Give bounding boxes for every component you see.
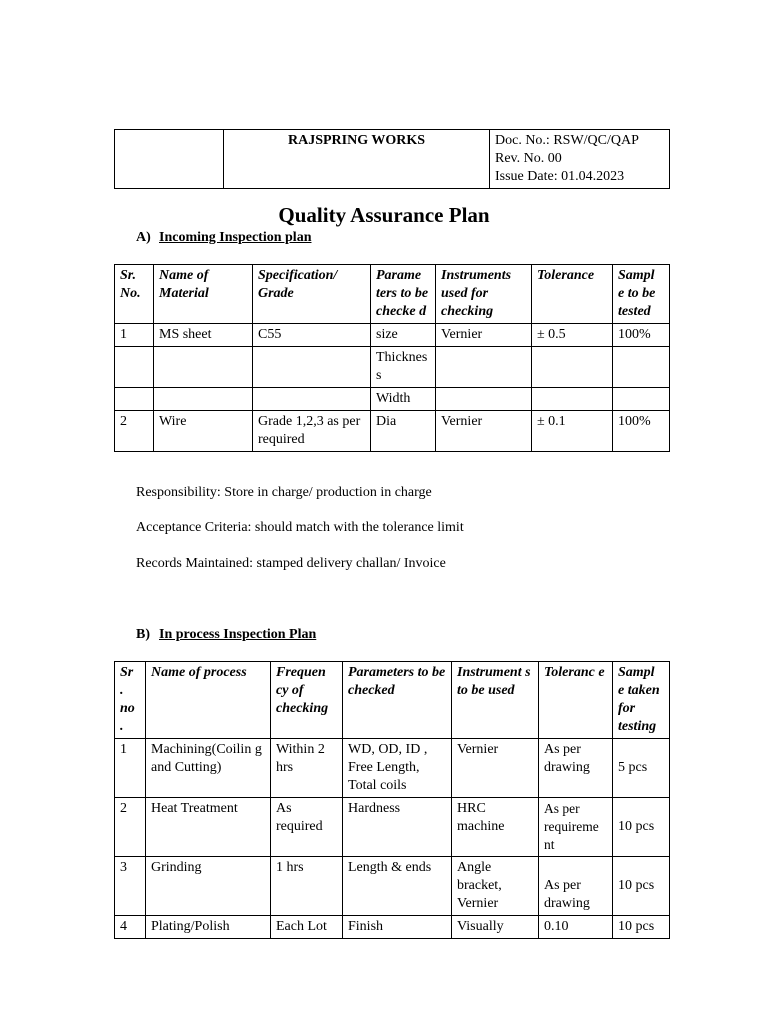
table-cell: Length & ends — [343, 857, 452, 916]
responsibility-note: Responsibility: Store in charge/ production in charge — [136, 485, 432, 500]
table-cell: 4 — [115, 916, 146, 939]
column-header: Instrument s to be used — [452, 662, 539, 739]
table-cell: ± 0.5 — [532, 324, 613, 347]
table-cell: 0.10 — [539, 916, 613, 939]
column-header: Frequen cy of checking — [271, 662, 343, 739]
column-header: Tolerance — [532, 265, 613, 324]
table-cell — [154, 347, 253, 388]
table-cell: Heat Treatment — [146, 798, 271, 857]
table-cell: Hardness — [343, 798, 452, 857]
table-row — [115, 857, 670, 916]
table-row — [115, 798, 670, 857]
table-row — [115, 347, 670, 388]
document-meta — [490, 130, 670, 189]
table-cell: 100% — [613, 324, 670, 347]
table-cell: Thicknes s — [371, 347, 436, 388]
table-cell — [436, 388, 532, 411]
section-a-number: A) — [136, 230, 151, 245]
table-cell — [115, 347, 154, 388]
in-process-inspection-table — [114, 661, 670, 939]
table-cell — [253, 388, 371, 411]
table-cell: Dia — [371, 411, 436, 452]
table-row — [115, 916, 670, 939]
table-cell: HRC machine — [452, 798, 539, 857]
table-cell — [154, 388, 253, 411]
table-cell: 10 pcs — [613, 798, 670, 857]
table-cell: Grade 1,2,3 as per required — [253, 411, 371, 452]
table-cell — [613, 388, 670, 411]
column-header: Sampl e to be tested — [613, 265, 670, 324]
page-title: Quality Assurance Plan — [278, 203, 490, 227]
document-header-table — [114, 129, 670, 189]
column-header: Sr . no . — [115, 662, 146, 739]
column-header: Name of Material — [154, 265, 253, 324]
table-cell: Plating/Polish — [146, 916, 271, 939]
table-cell: Wire — [154, 411, 253, 452]
company-name: RAJSPRING WORKS — [224, 130, 490, 189]
table-cell — [532, 388, 613, 411]
table-cell: As per requireme nt — [539, 798, 613, 857]
table-cell — [532, 347, 613, 388]
table-cell: As per drawing — [539, 857, 613, 916]
column-header: Specification/ Grade — [253, 265, 371, 324]
table-cell: Machining(Coilin g and Cutting) — [146, 739, 271, 798]
doc-number: Doc. No.: RSW/QC/QAP — [495, 133, 639, 148]
table-cell: WD, OD, ID , Free Length, Total coils — [343, 739, 452, 798]
table-cell: Angle bracket, Vernier — [452, 857, 539, 916]
column-header: Name of process — [146, 662, 271, 739]
column-header: Parame ters to be checke d — [371, 265, 436, 324]
table-cell: Each Lot — [271, 916, 343, 939]
table-cell — [253, 347, 371, 388]
section-a-heading — [136, 230, 311, 246]
table-row — [115, 388, 670, 411]
table-cell: ± 0.1 — [532, 411, 613, 452]
table-cell: Vernier — [436, 411, 532, 452]
table-header-row — [115, 662, 670, 739]
column-header: Instruments used for checking — [436, 265, 532, 324]
table-cell: Grinding — [146, 857, 271, 916]
column-header: Sr. No. — [115, 265, 154, 324]
table-cell: Width — [371, 388, 436, 411]
column-header: Sampl e taken for testing — [613, 662, 670, 739]
table-cell: Visually — [452, 916, 539, 939]
table-row — [115, 411, 670, 452]
column-header: Parameters to be checked — [343, 662, 452, 739]
section-b-number: B) — [136, 627, 150, 642]
table-cell: MS sheet — [154, 324, 253, 347]
table-header-row — [115, 265, 670, 324]
section-b-title: In process Inspection Plan — [159, 627, 317, 642]
table-cell: As per drawing — [539, 739, 613, 798]
table-cell: 1 — [115, 324, 154, 347]
table-cell: C55 — [253, 324, 371, 347]
table-cell: 3 — [115, 857, 146, 916]
table-row — [115, 324, 670, 347]
logo-cell — [115, 130, 224, 189]
incoming-inspection-table — [114, 264, 670, 452]
acceptance-criteria-note: Acceptance Criteria: should match with the tolerance limit — [136, 520, 464, 535]
table-cell: 2 — [115, 798, 146, 857]
table-cell: 1 hrs — [271, 857, 343, 916]
section-a-title: Incoming Inspection plan — [159, 230, 312, 245]
table-cell — [436, 347, 532, 388]
table-cell: Vernier — [436, 324, 532, 347]
section-b-heading — [136, 627, 316, 643]
table-cell: As required — [271, 798, 343, 857]
table-cell: 2 — [115, 411, 154, 452]
column-header: Toleranc e — [539, 662, 613, 739]
table-cell: 10 pcs — [613, 916, 670, 939]
table-cell: size — [371, 324, 436, 347]
table-cell: Within 2 hrs — [271, 739, 343, 798]
table-cell: 1 — [115, 739, 146, 798]
issue-date: Issue Date: 01.04.2023 — [495, 169, 625, 184]
table-cell: Finish — [343, 916, 452, 939]
records-maintained-note: Records Maintained: stamped delivery challan/ Invoice — [136, 556, 446, 571]
table-cell: 100% — [613, 411, 670, 452]
table-cell: 5 pcs — [613, 739, 670, 798]
table-cell: Vernier — [452, 739, 539, 798]
table-row — [115, 739, 670, 798]
revision-number: Rev. No. 00 — [495, 151, 562, 166]
table-cell — [613, 347, 670, 388]
table-cell — [115, 388, 154, 411]
table-cell: 10 pcs — [613, 857, 670, 916]
